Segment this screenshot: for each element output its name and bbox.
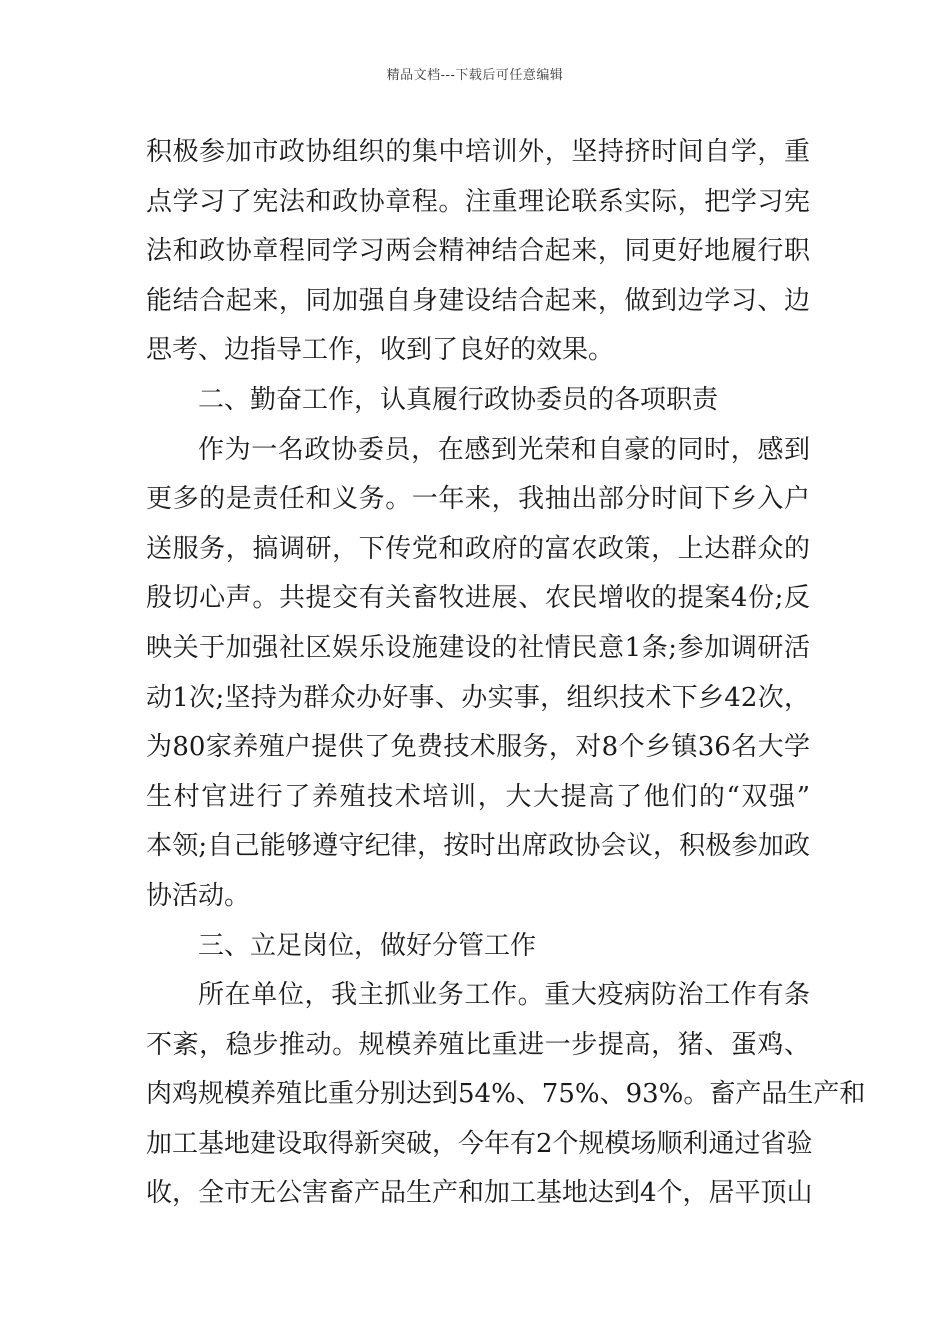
text-line: 本领;自己能够遵守纪律，按时出席政协会议，积极参加政 <box>146 831 810 862</box>
text-line: 更多的是责任和义务。一年来，我抽出部分时间下乡入户 <box>146 484 810 515</box>
text-line: 送服务，搞调研，下传党和政府的富农政策，上达群众的 <box>146 533 810 564</box>
text-line: 映关于加强社区娱乐设施建设的社情民意1条;参加调研活 <box>146 632 810 663</box>
text-line: 动1次;坚持为群众办好事、办实事，组织技术下乡42次， <box>146 682 810 713</box>
text-line: 所在单位，我主抓业务工作。重大疫病防治工作有条 <box>198 980 810 1011</box>
text-line: 为80家养殖户提供了免费技术服务，对8个乡镇36名大学 <box>146 732 810 763</box>
text-line: 协活动。 <box>146 880 251 911</box>
page-header: 精品文档---下载后可任意编辑 <box>386 68 564 83</box>
text-line: 不紊，稳步推动。规模养殖比重进一步提高，猪、蛋鸡、 <box>146 1029 810 1060</box>
text-line: 生村官进行了养殖技术培训，大大提高了他们的“双强” <box>146 781 810 812</box>
text-line: 作为一名政协委员，在感到光荣和自豪的同时，感到 <box>198 434 810 465</box>
text-line: 加工基地建设取得新突破，今年有2个规模场顺利通过省验 <box>146 1128 813 1159</box>
section-heading: 三、立足岗位，做好分管工作 <box>198 930 537 961</box>
document-body <box>146 128 866 1219</box>
text-line: 肉鸡规模养殖比重分别达到54%、75%、93%。畜产品生产和 <box>146 1079 866 1110</box>
text-line: 能结合起来，同加强自身建设结合起来，做到边学习、边 <box>146 285 810 316</box>
section-heading: 二、勤奋工作，认真履行政协委员的各项职责 <box>198 384 719 415</box>
text-line: 积极参加市政协组织的集中培训外，坚持挤时间自学，重 <box>146 137 810 167</box>
text-line: 收，全市无公害畜产品生产和加工基地达到4个，居平顶山 <box>146 1178 813 1209</box>
text-line: 思考、边指导工作，收到了良好的效果。 <box>146 335 615 366</box>
text-line: 点学习了宪法和政协章程。注重理论联系实际，把学习宪 <box>146 186 810 217</box>
text-line: 法和政协章程同学习两会精神结合起来，同更好地履行职 <box>146 236 810 267</box>
text-line: 殷切心声。共提交有关畜牧进展、农民增收的提案4份;反 <box>146 583 810 614</box>
